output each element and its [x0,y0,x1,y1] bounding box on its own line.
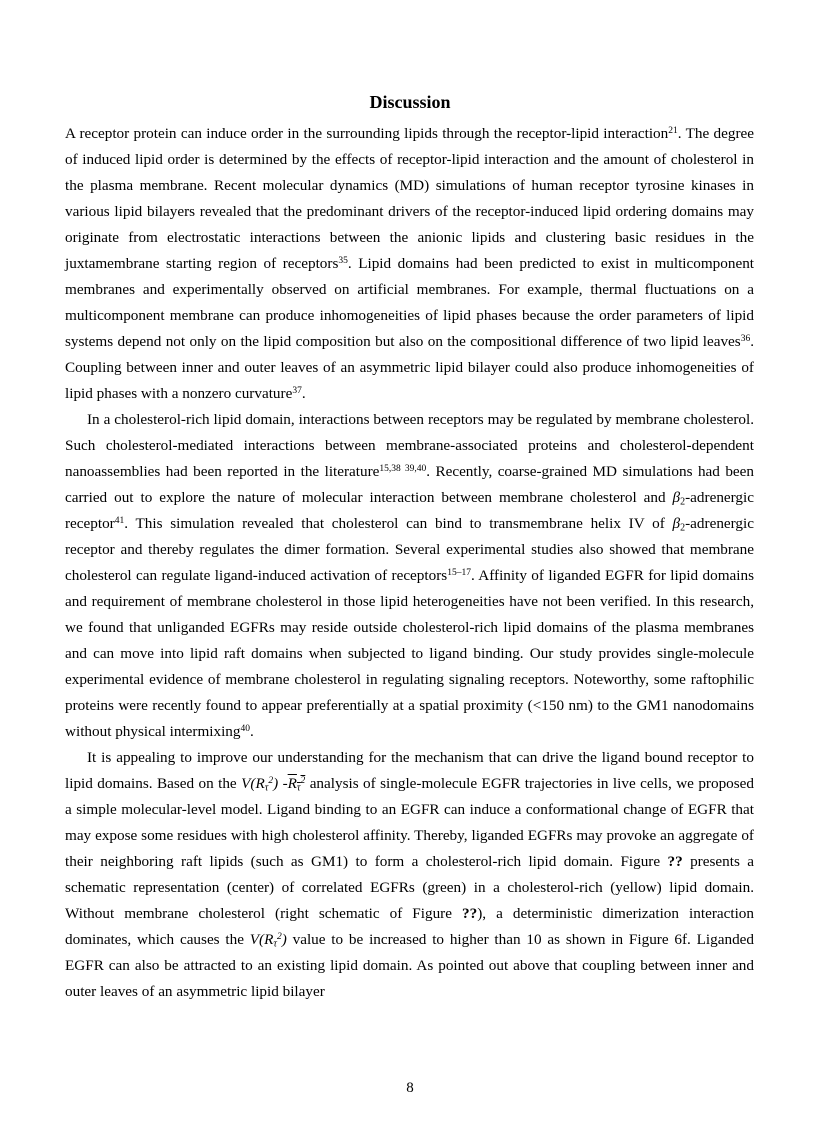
p2-text: . Recently, coarse-grained MD simulations had been carried out to explore the nature of molecular interaction between membrane cholesterol and [65,463,754,506]
math-part: V(R [249,931,274,948]
citation: 35 [338,255,348,266]
citation: 40 [240,723,250,734]
subscript: τ [264,782,269,794]
subscript: τ [296,782,301,794]
citation: 15–17 [447,567,471,578]
figure-ref-missing: ?? [667,853,683,870]
p3-text: value to be increased to higher than 10 as shown in Figure 6f. Liganded EGFR can also be attracted to an existing lipid domain. As pointed out above that coupling between inner and outer leaves of an asymmetric lipid bilayer [65,931,755,1000]
subscript: τ [273,938,277,950]
superscript: 2 [300,775,306,786]
p2-text: . [249,723,254,740]
p3-text: It is appealing to improve our understanding for the mechanism that can drive the ligand bound receptor to lipid domains. Based on the [65,749,754,792]
subscript: 2 [680,522,686,534]
math-part: V(R [241,775,265,792]
citation: 36 [740,333,751,344]
math-variance-msd [250,931,287,948]
paragraph-2 [65,407,754,745]
math-separator: - [278,775,288,792]
section-heading: Discussion [369,92,451,112]
p1-text: . Coupling between inner and outer leaves of an asymmetric lipid bilayer could also produce inhomogeneities of lipid phases with a nonzero curvature [65,333,754,402]
p1-text: . Lipid domains had been predicted to exist in multicomponent membranes and experimentally observed on artificial membranes. For example, thermal fluctuations on a multicomponent membrane can produce inhomogeneities of lipid phases because the order parameters of lipid systems depend not only on the lipid composition but also on the compositional difference of two lipid leaves [65,255,755,350]
superscript: 2 [268,775,274,786]
p2-text: . This simulation revealed that cholesterol can bind to transmembrane helix IV of [124,515,673,532]
paragraph-3 [65,745,754,1005]
citation: 37 [292,385,302,396]
body-text [65,121,754,1005]
superscript: 2 [276,931,282,942]
figure-ref-missing: ?? [462,905,478,922]
p2-text: In a cholesterol-rich lipid domain, interactions between receptors may be regulated by membrane cholesterol. Such cholesterol-mediated interactions between membrane-associated proteins and cholesterol-dependent nanoassemblies had been reported in the literature [65,411,754,480]
page-number: 8 [406,1080,414,1096]
p3-text: presents a schematic representation (center) of correlated EGFRs (green) in a cholesterol-rich (yellow) lipid domain. Without membrane cholesterol (right schematic of Figure [65,853,754,922]
p3-text: ), a deterministic dimerization interaction dominates, which causes the [65,905,754,948]
p2-text: . Affinity of liganded EGFR for lipid domains and requirement of membrane cholesterol in those lipid heterogeneities have not been verified. In this research, we found that unliganded EGFRs may reside outside cholesterol-rich lipid domains of the plasma membranes and can move into lipid raft domains when subjected to ligand binding. Our study provides single-molecule experimental evidence of membrane cholesterol in regulating signaling receptors. Noteworthy, some raftophilic proteins were recently found to appear preferentially at a spatial proximity (<150 nm) to the GM1 nanodomains without physical intermixing [65,567,754,740]
citation: 15,38 39,40 [379,463,427,474]
p1-text: . The degree of induced lipid order is determined by the effects of receptor-lipid interaction and the amount of cholesterol in the plasma membrane. Recent molecular dynamics (MD) simulations of human receptor tyrosine kinases in various lipid bilayers revealed that the predominant drivers of the receptor-induced lipid ordering domains may originate from electrostatic interactions between the anionic lipids and clustering basic residues in the juxtamembrane starting region of receptors [65,125,754,272]
paragraph-1 [65,121,754,407]
math-part: R [287,775,297,792]
beta-symbol: β [672,489,681,506]
math-part: ) [281,931,287,948]
citation: 41 [114,515,125,526]
p2-text: -adrenergic receptor and thereby regulates the dimer formation. Several experimental studies also showed that membrane cholesterol can regulate ligand-induced activation of receptors [65,515,754,584]
p1-text: A receptor protein can induce order in the surrounding lipids through the receptor-lipid interaction [65,125,669,142]
citation: 21 [668,125,678,136]
p2-text: -adrenergic receptor [65,489,754,532]
math-mean-msd [288,775,306,792]
p1-text: . [301,385,306,402]
p3-text: analysis of single-molecule EGFR trajectories in live cells, we proposed a simple molecular-level model. Ligand binding to an EGFR can induce a conformational change of EGFR that may expose some residues with high cholesterol affinity. Thereby, liganded EGFRs may provoke an aggregate of their neighboring raft lipids (such as GM1) to form a cholesterol-rich lipid domain. Figure [65,775,755,870]
beta-symbol: β [672,515,681,532]
subscript: 2 [680,496,686,508]
math-variance-msd [241,775,278,792]
math-part: ) [273,775,279,792]
